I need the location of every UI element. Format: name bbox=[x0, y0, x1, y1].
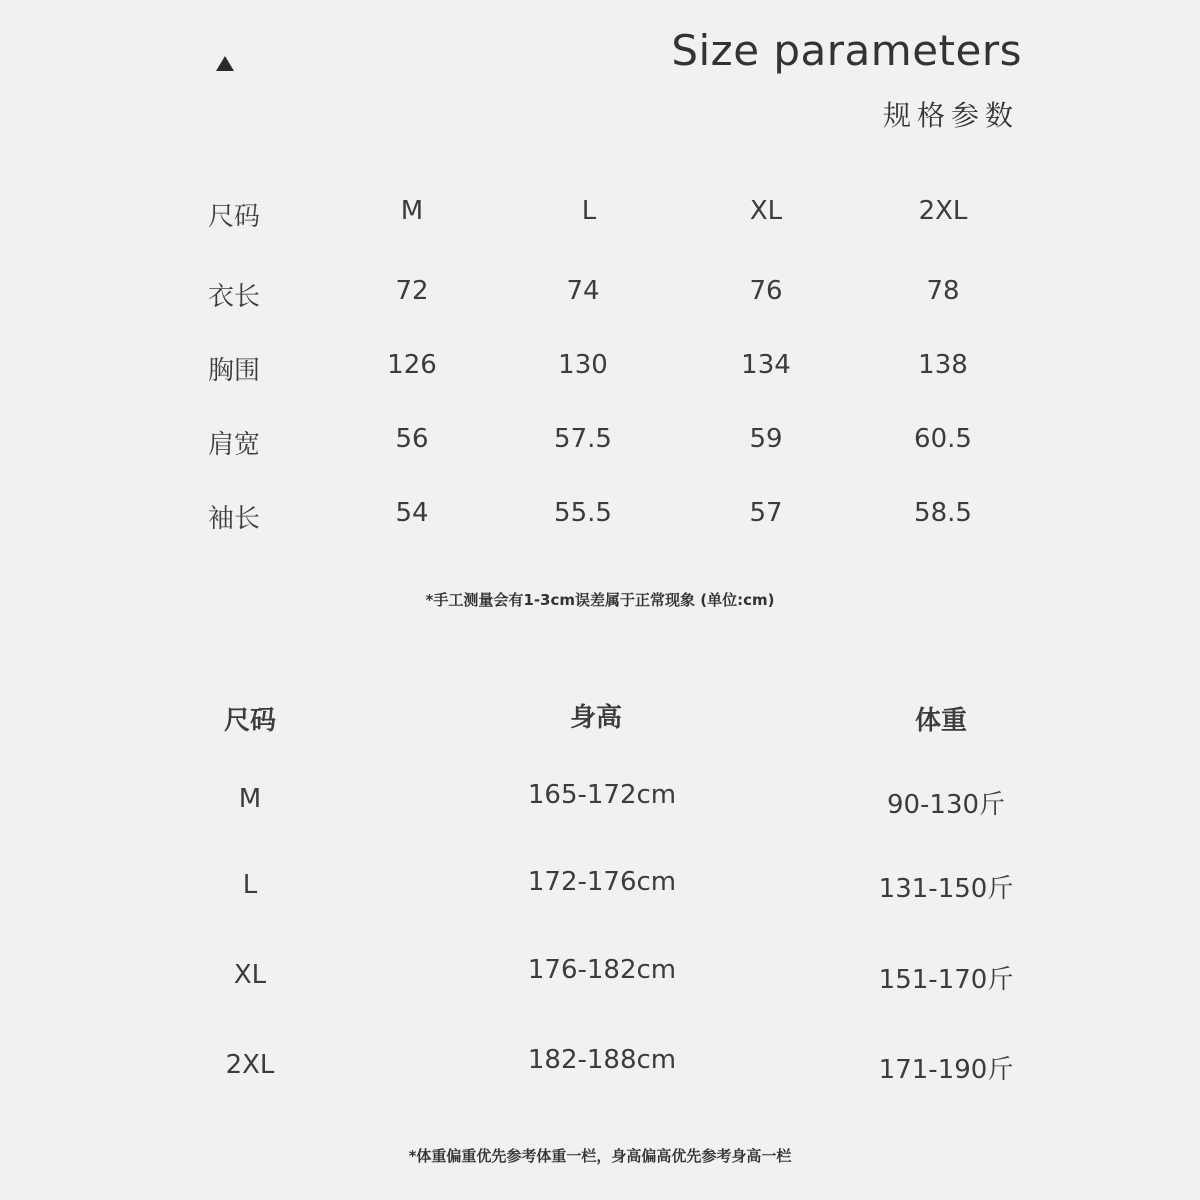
fit-column-header-weight: 体重 bbox=[914, 706, 968, 736]
table-cell: 58.5 bbox=[914, 498, 972, 528]
size-table-corner: 尺码 bbox=[208, 202, 261, 232]
table-cell: 134 bbox=[741, 350, 791, 380]
fit-size-cell: XL bbox=[233, 960, 267, 990]
size-column-header: L bbox=[581, 196, 597, 226]
fit-column-header-size: 尺码 bbox=[223, 706, 277, 736]
fit-height-cell: 176-182cm bbox=[527, 955, 677, 985]
size-column-header: 2XL bbox=[918, 196, 968, 226]
fit-size-cell: 2XL bbox=[225, 1050, 275, 1080]
table-cell: 138 bbox=[918, 350, 968, 380]
table-cell: 74 bbox=[566, 276, 600, 306]
fit-weight-cell: 151-170斤 bbox=[878, 965, 1014, 995]
size-column-header: XL bbox=[749, 196, 783, 226]
table-cell: 78 bbox=[926, 276, 960, 306]
row-label-sleeve: 袖长 bbox=[208, 504, 261, 534]
fit-height-cell: 165-172cm bbox=[527, 780, 677, 810]
page-subtitle: 规格参数 bbox=[882, 99, 1019, 132]
triangle-up-icon bbox=[216, 56, 234, 71]
table-cell: 55.5 bbox=[554, 498, 612, 528]
table-cell: 59 bbox=[749, 424, 783, 454]
row-label-shoulder: 肩宽 bbox=[208, 430, 261, 460]
table-cell: 57.5 bbox=[554, 424, 612, 454]
fit-height-cell: 182-188cm bbox=[527, 1045, 677, 1075]
fit-size-cell: L bbox=[242, 870, 258, 900]
measurement-note: *手工测量会有1-3cm误差属于正常现象 (单位:cm) bbox=[425, 591, 775, 609]
table-cell: 57 bbox=[749, 498, 783, 528]
fit-weight-cell: 90-130斤 bbox=[886, 790, 1006, 820]
fit-weight-cell: 171-190斤 bbox=[878, 1055, 1014, 1085]
page-title: Size parameters bbox=[671, 26, 1022, 75]
size-column-header: M bbox=[400, 196, 424, 226]
fit-weight-cell: 131-150斤 bbox=[878, 874, 1014, 904]
table-cell: 76 bbox=[749, 276, 783, 306]
row-label-chest: 胸围 bbox=[208, 356, 261, 386]
row-label-length: 衣长 bbox=[208, 282, 261, 312]
table-cell: 72 bbox=[395, 276, 429, 306]
table-cell: 56 bbox=[395, 424, 429, 454]
fit-size-cell: M bbox=[238, 784, 262, 814]
table-cell: 60.5 bbox=[914, 424, 972, 454]
fit-height-cell: 172-176cm bbox=[527, 867, 677, 897]
table-cell: 54 bbox=[395, 498, 429, 528]
table-cell: 130 bbox=[558, 350, 608, 380]
fit-note: *体重偏重优先参考体重一栏，身高偏高优先参考身高一栏 bbox=[408, 1147, 792, 1165]
fit-column-header-height: 身高 bbox=[569, 703, 623, 733]
table-cell: 126 bbox=[387, 350, 437, 380]
